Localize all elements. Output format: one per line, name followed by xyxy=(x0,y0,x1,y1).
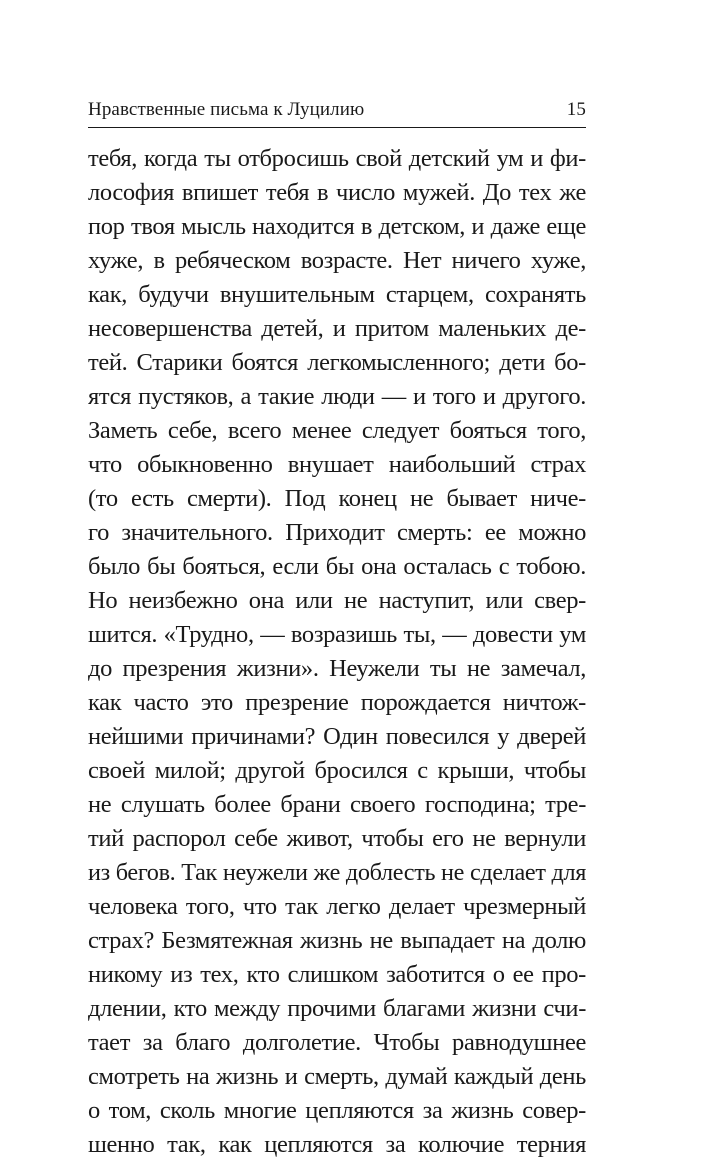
running-header xyxy=(88,98,586,122)
text-line-17: как часто это презрение порождается ничтож- xyxy=(88,689,586,716)
text-line-22: из бегов. Так неужели же доблесть не сделает для xyxy=(88,859,586,886)
text-line-18: нейшими причинами? Один повесился у дверей xyxy=(88,723,586,750)
text-line-30: шенно так, как цепляются за колючие терния xyxy=(88,1131,586,1158)
body-text xyxy=(88,142,586,1162)
text-line-16: до презрения жизни». Неужели ты не замечал, xyxy=(88,655,586,682)
running-title: Нравственные письма к Луцилию xyxy=(88,99,365,120)
header-rule xyxy=(88,127,586,128)
text-line-7: тей. Старики боятся легкомысленного; дети бо- xyxy=(88,349,586,376)
text-line-10: что обыкновенно внушает наибольший страх xyxy=(88,451,586,478)
text-line-19: своей милой; другой бросился с крыши, чтобы xyxy=(88,757,586,784)
text-line-4: хуже, в ребяческом возрасте. Нет ничего хуже, xyxy=(88,247,586,274)
text-line-23: человека того, что так легко делает чрезмерный xyxy=(88,893,586,920)
text-line-3: пор твоя мысль находится в детском, и даже еще xyxy=(88,213,586,240)
text-line-14: Но неизбежно она или не наступит, или свер- xyxy=(88,587,586,614)
text-line-9: Заметь себе, всего менее следует бояться того, xyxy=(88,417,586,444)
text-line-27: тает за благо долголетие. Чтобы равнодушнее xyxy=(88,1029,586,1056)
text-line-20: не слушать более брани своего господина; тре- xyxy=(88,791,586,818)
text-line-25: никому из тех, кто слишком заботится о ее про- xyxy=(88,961,586,988)
text-line-2: лософия впишет тебя в число мужей. До тех же xyxy=(88,179,586,206)
text-line-21: тий распорол себе живот, чтобы его не вернули xyxy=(88,825,586,852)
text-line-26: длении, кто между прочими благами жизни счи- xyxy=(88,995,586,1022)
text-line-29: о том, сколь многие цепляются за жизнь совер- xyxy=(88,1097,586,1124)
text-line-12: го значительного. Приходит смерть: ее можно xyxy=(88,519,586,546)
text-line-5: как, будучи внушительным старцем, сохранять xyxy=(88,281,586,308)
text-line-8: ятся пустяков, а такие люди — и того и другого. xyxy=(88,383,586,410)
text-line-6: несовершенства детей, и притом маленьких де- xyxy=(88,315,586,342)
text-line-28: смотреть на жизнь и смерть, думай каждый день xyxy=(88,1063,586,1090)
text-line-24: страх? Безмятежная жизнь не выпадает на долю xyxy=(88,927,586,954)
text-line-15: шится. «Трудно, — возразишь ты, — довести ум xyxy=(88,621,586,648)
page-number: 15 xyxy=(566,99,586,120)
text-line-11: (то есть смерти). Под конец не бывает ниче- xyxy=(88,485,586,512)
text-line-1: тебя, когда ты отбросишь свой детский ум и фи- xyxy=(88,145,586,172)
text-line-13: было бы бояться, если бы она осталась с тобою. xyxy=(88,553,586,580)
